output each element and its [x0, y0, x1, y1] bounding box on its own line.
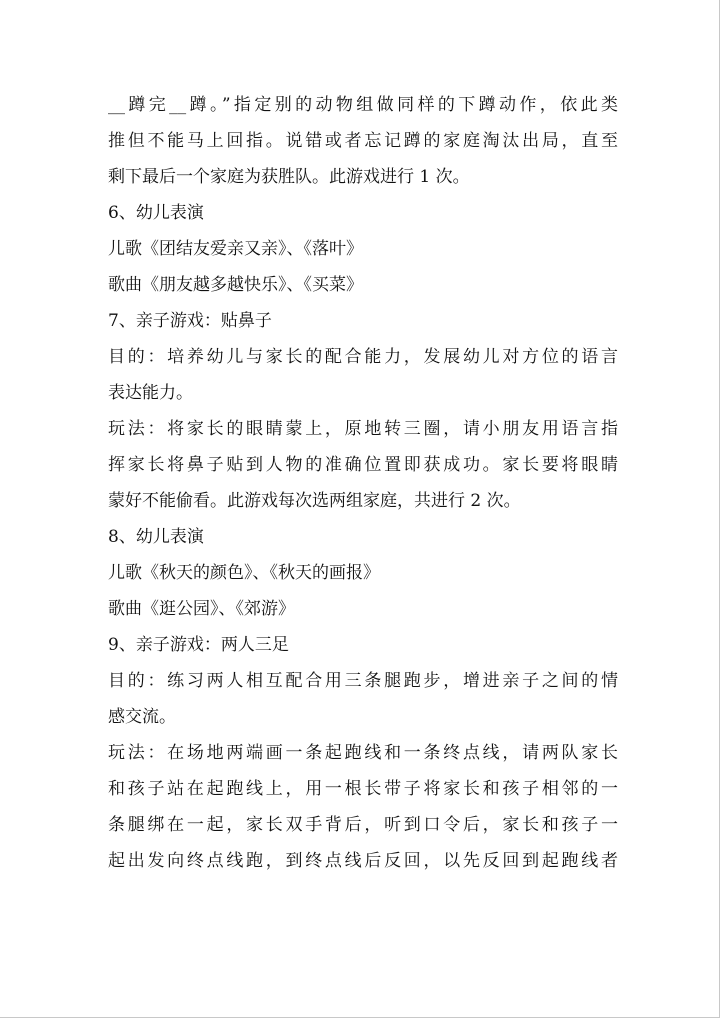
text-line-rules-9-cont-2: 条腿绑在一起，家长双手背后，听到口令后，家长和孩子一 — [108, 815, 618, 835]
text-line-purpose-9-cont: 感交流。 — [108, 707, 176, 727]
nursery-rhymes-line-8: 儿歌《秋天的颜色》、《秋天的画报》 — [108, 563, 380, 583]
document-body — [108, 87, 618, 879]
songs-line: 歌曲《朋友越多越快乐》、《买菜》 — [108, 275, 363, 295]
text-line-purpose-9: 目的：练习两人相互配合用三条腿跑步，增进亲子之间的情 — [108, 671, 618, 691]
section-heading-9: 9、亲子游戏：两人三足 — [108, 635, 289, 655]
section-heading-8: 8、幼儿表演 — [108, 527, 204, 547]
section-heading-7: 7、亲子游戏：贴鼻子 — [108, 311, 272, 331]
nursery-rhymes-line: 儿歌《团结友爱亲又亲》、《落叶》 — [108, 239, 363, 259]
text-line-1: __蹲完__蹲。”指定别的动物组做同样的下蹲动作，依此类 — [108, 95, 618, 115]
text-line-2: 推但不能马上回指。说错或者忘记蹲的家庭淘汰出局，直至 — [108, 131, 618, 151]
section-heading-6: 6、幼儿表演 — [108, 203, 204, 223]
songs-line-8: 歌曲《逛公园》、《郊游》 — [108, 599, 295, 619]
text-line-rules-9-cont-3: 起出发向终点线跑，到终点线后反回，以先反回到起跑线者 — [108, 851, 618, 871]
text-line-3: 剩下最后一个家庭为获胜队。此游戏进行 1 次。 — [108, 167, 470, 187]
text-line-rules-7-cont: 挥家长将鼻子贴到人物的准确位置即获成功。家长要将眼睛 — [108, 455, 618, 475]
text-line-rules-7-end: 蒙好不能偷看。此游戏每次选两组家庭，共进行 2 次。 — [108, 491, 521, 511]
text-line-purpose-7-cont: 表达能力。 — [108, 383, 193, 403]
text-line-rules-7: 玩法：将家长的眼睛蒙上，原地转三圈，请小朋友用语言指 — [108, 419, 618, 439]
text-line-rules-9-cont-1: 和孩子站在起跑线上，用一根长带子将家长和孩子相邻的一 — [108, 779, 618, 799]
text-line-rules-9: 玩法：在场地两端画一条起跑线和一条终点线，请两队家长 — [108, 743, 618, 763]
text-line-purpose-7: 目的：培养幼儿与家长的配合能力，发展幼儿对方位的语言 — [108, 347, 618, 367]
